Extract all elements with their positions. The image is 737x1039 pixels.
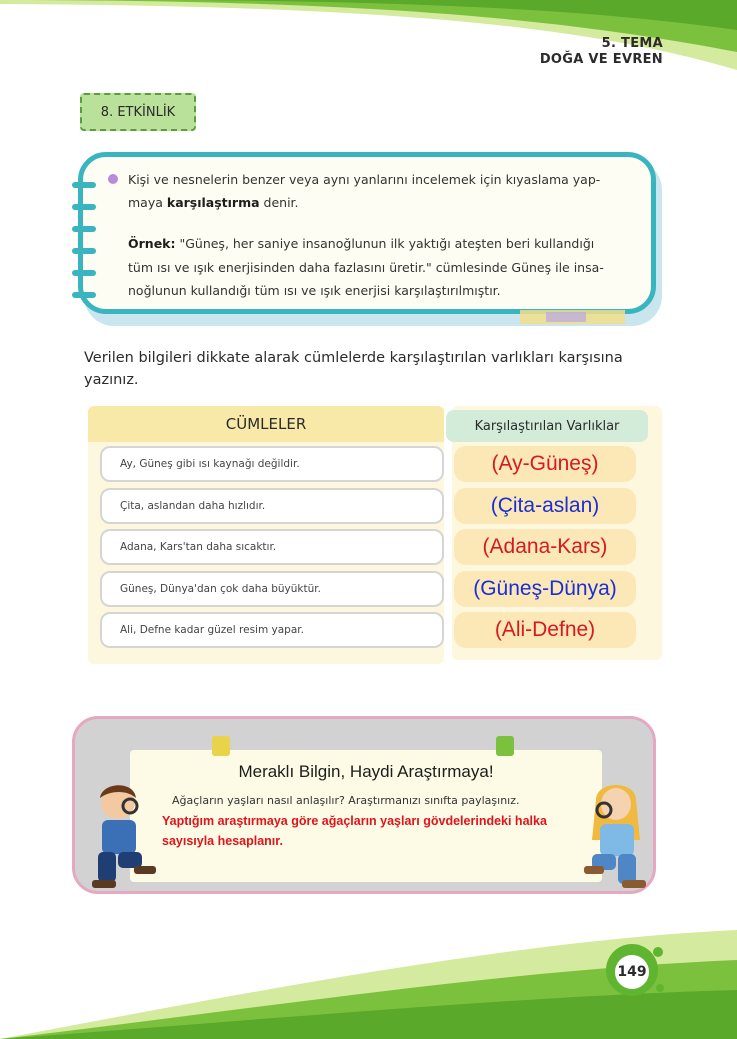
answer-text-5: (Ali-Defne) xyxy=(494,618,596,641)
research-title: Meraklı Bilgin, Haydi Araştırmaya! xyxy=(238,762,494,781)
activity-badge: 8. ETKİNLİK xyxy=(80,93,196,131)
theme-name: DOĞA VE EVREN xyxy=(539,52,663,67)
example-line-2: tüm ısı ve ışık enerjisinden daha fazlasını üretir." cümlesinde Güneş ile insa- xyxy=(128,260,604,275)
sentence-row-4: Güneş, Dünya'dan çok daha büyüktür. xyxy=(100,571,444,607)
girl-with-magnifier-icon xyxy=(582,780,656,892)
instruction-line-1: Verilen bilgileri dikkate alarak cümlelerde karşılaştırılan varlıkları karşısına xyxy=(84,350,623,366)
sentence-row-3: Adana, Kars'tan daha sıcaktır. xyxy=(100,529,444,565)
bullet-dot-icon xyxy=(108,174,118,184)
paper-clip-icon xyxy=(496,736,514,756)
research-answer-line-2: sayısıyla hesaplanır. xyxy=(162,834,283,848)
notebook-ring xyxy=(72,292,96,298)
example-line-1: Örnek: "Güneş, her saniye insanoğlunun ilk yaktığı ateşten beri kullandığı xyxy=(128,236,595,251)
sentence-row-2: Çita, aslandan daha hızlıdır. xyxy=(100,488,444,524)
definition-line-2: maya karşılaştırma denir. xyxy=(128,195,299,210)
paper-clip-icon xyxy=(212,736,230,756)
answer-text-3: (Adana-Kars) xyxy=(482,535,608,558)
notebook-ring xyxy=(72,248,96,254)
boy-with-magnifier-icon xyxy=(84,780,158,892)
research-answer-line-1: Yaptığım araştırmaya göre ağaçların yaşları gövdelerindeki halka xyxy=(162,814,547,828)
definition-line-1: Kişi ve nesnelerin benzer veya aynı yanlarını incelemek için kıyaslama yap- xyxy=(128,172,601,187)
notebook-ring xyxy=(72,204,96,210)
research-question: Ağaçların yaşları nasıl anlaşılır? Araştırmanızı sınıfta paylaşınız. xyxy=(172,794,520,807)
answers-header: Karşılaştırılan Varlıklar xyxy=(446,410,648,442)
example-label: Örnek: xyxy=(128,236,176,251)
sentences-header: CÜMLELER xyxy=(88,406,444,442)
theme-number: 5. TEMA xyxy=(601,36,663,51)
notebook-ring xyxy=(72,226,96,232)
tape-decoration xyxy=(546,312,586,322)
answer-text-1: (Ay-Güneş) xyxy=(491,452,599,475)
answer-text-4: (Güneş-Dünya) xyxy=(473,577,617,600)
keyword-karsilastirma: karşılaştırma xyxy=(166,195,260,210)
notebook-ring xyxy=(72,270,96,276)
answer-text-2: (Çita-aslan) xyxy=(490,494,600,517)
instruction-line-2: yazınız. xyxy=(84,372,139,388)
sentence-row-1: Ay, Güneş gibi ısı kaynağı değildir. xyxy=(100,446,444,482)
example-line-3: noğlunun kullandığı tüm ısı ve ışık enerjisi karşılaştırılmıştır. xyxy=(128,283,501,298)
notebook-ring xyxy=(72,182,96,188)
sentence-row-5: Ali, Defne kadar güzel resim yapar. xyxy=(100,612,444,648)
page-number: 149 xyxy=(612,952,652,992)
